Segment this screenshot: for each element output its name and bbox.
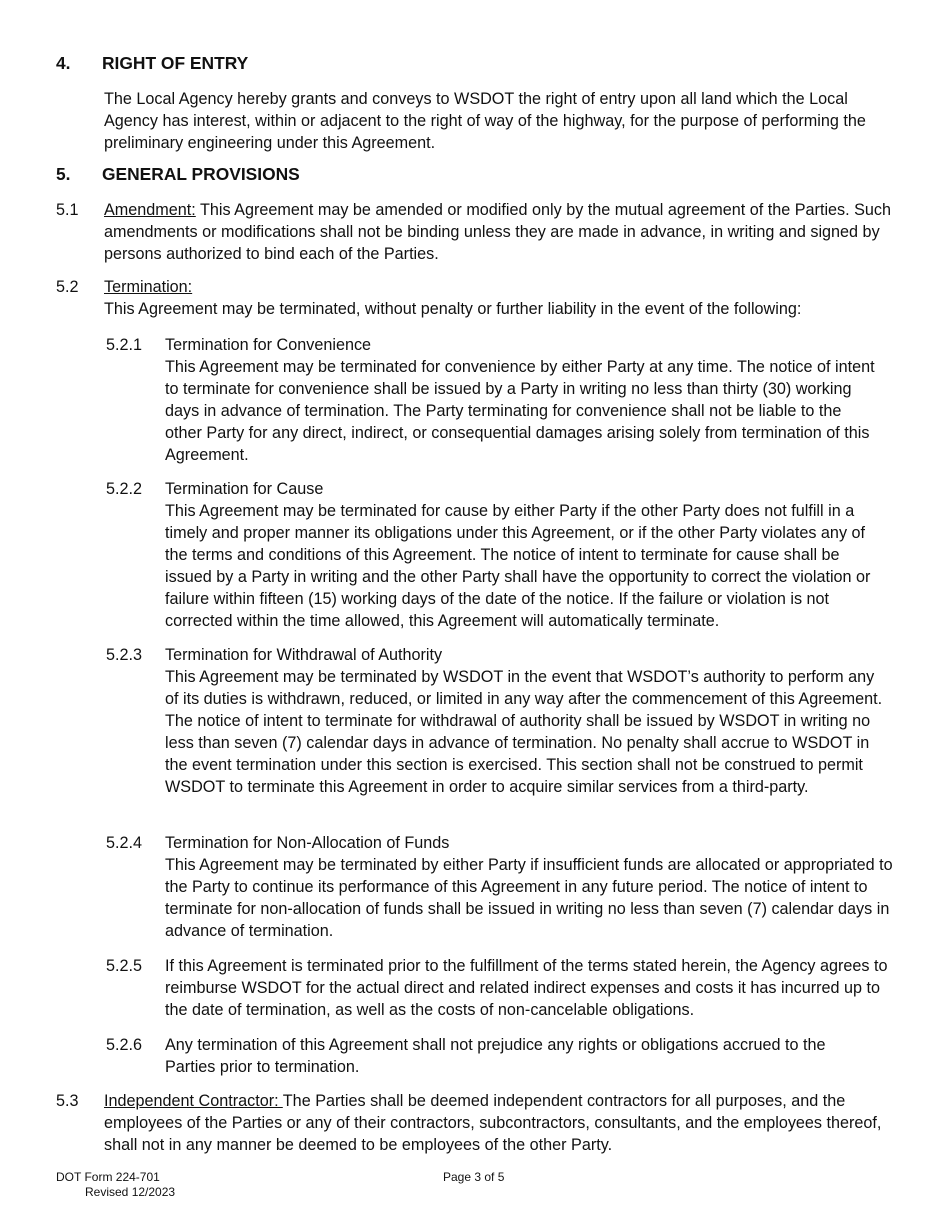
- section-5-2-number: 5.2: [56, 278, 79, 296]
- section-5-2-2-body: This Agreement may be terminated for cause by either Party if the other Party does not fulfill in a timely and proper manner its obligations under this Agreement, or if the other Party violates any of the terms and conditions of this Agreement. The notice of intent to terminate for cause shall be issued by a Party in writing and the other Party shall have the opportunity to correct the violation or failure within fifteen (15) working days of the date of the notice. If the failure or violation is not corrected within the time allowed, this Agreement will automatically terminate.: [165, 502, 871, 630]
- section-5-3-block: [104, 1090, 894, 1156]
- section-5-2-6-body: Any termination of this Agreement shall not prejudice any rights or obligations accrued to the Parties prior to termination.: [165, 1036, 826, 1076]
- footer-revised: Revised 12/2023: [85, 1185, 176, 1199]
- section-5-2-5-body: If this Agreement is terminated prior to the fulfillment of the terms stated herein, the Agency agrees to reimburse WSDOT for the actual direct and related indirect expenses and costs it has incurred up to the date of termination, as well as the costs of non-cancelable obligations.: [165, 957, 888, 1019]
- footer-page-number: Page 3 of 5: [443, 1170, 505, 1184]
- section-5-1-body: This Agreement may be amended or modified only by the mutual agreement of the Parties. Such amendments or modifications shall not be binding unless they are made in advance, in writing and signed by persons authorized to bind each of the Parties.: [104, 201, 892, 263]
- section-5-2-1-block: [165, 334, 877, 466]
- section-5-2-6-number: 5.2.6: [106, 1036, 143, 1054]
- section-4-number: 4.: [56, 53, 71, 73]
- section-5-1-title: Amendment:: [104, 201, 196, 219]
- section-5-3-title: Independent Contractor:: [104, 1092, 283, 1110]
- section-5-2-2-block: [165, 478, 881, 632]
- section-5-2-block: [104, 276, 904, 320]
- section-5-2-3-title: Termination for Withdrawal of Authority: [165, 646, 443, 664]
- section-5-3-body: The Parties shall be deemed independent contractors for all purposes, and the employees of the Parties or any of their contractors, subcontractors, consultants, and the employees thereof, shall not in any manner be deemed to be employees of the other Party.: [104, 1092, 882, 1154]
- footer-form-number: DOT Form 224-701: [56, 1170, 160, 1184]
- section-5-2-1-title: Termination for Convenience: [165, 336, 372, 354]
- section-5-2-1-body: This Agreement may be terminated for convenience by either Party at any time. The notice of intent to terminate for convenience shall be issued by a Party in writing no less than thirty (30) working days in advance of termination. The Party terminating for convenience shall not be liable to the other Party for any direct, indirect, or consequential damages arising solely from termination of this Agreement.: [165, 358, 875, 464]
- section-5-2-4-block: [165, 832, 895, 942]
- section-5-2-4-body: This Agreement may be terminated by either Party if insufficient funds are allocated or appropriated to the Party to continue its performance of this Agreement in any future period. The notice of intent to terminate for non-allocation of funds shall be issued in writing no less than seven (7) calendar days in advance of termination.: [165, 856, 893, 940]
- section-4-body: The Local Agency hereby grants and conveys to WSDOT the right of entry upon all land which the Local Agency has interest, within or adjacent to the right of way of the highway, for the purpose of performing the preliminary engineering under this Agreement.: [104, 90, 866, 152]
- section-5-2-2-number: 5.2.2: [106, 480, 143, 498]
- section-5-1-block: [104, 199, 896, 265]
- section-5-2-3-number: 5.2.3: [106, 646, 143, 664]
- section-5-2-4-title: Termination for Non-Allocation of Funds: [165, 834, 450, 852]
- section-5-2-title: Termination:: [104, 278, 193, 296]
- section-5-2-2-title: Termination for Cause: [165, 480, 324, 498]
- section-5-1-number: 5.1: [56, 201, 79, 219]
- section-5-2-1-number: 5.2.1: [106, 336, 143, 354]
- section-5-2-4-number: 5.2.4: [106, 834, 143, 852]
- section-5-2-5-number: 5.2.5: [106, 957, 143, 975]
- section-4-title: RIGHT OF ENTRY: [102, 53, 249, 73]
- section-5-2-3-block: [165, 644, 885, 798]
- section-5-number: 5.: [56, 164, 71, 184]
- section-5-2-3-body: This Agreement may be terminated by WSDOT in the event that WSDOT’s authority to perform any of its duties is withdrawn, reduced, or limited in any way after the commencement of this Agreement. The notice of intent to terminate for withdrawal of authority shall be issued by WSDOT in writing no less than seven (7) calendar days in advance of termination. No penalty shall accrue to WSDOT in the event termination under this section is exercised. This section shall not be construed to permit WSDOT to terminate this Agreement in order to acquire similar services from a third-party.: [165, 668, 883, 796]
- section-5-3-number: 5.3: [56, 1092, 79, 1110]
- section-5-2-intro: This Agreement may be terminated, without penalty or further liability in the event of the following:: [104, 300, 802, 318]
- section-5-title: GENERAL PROVISIONS: [102, 164, 300, 184]
